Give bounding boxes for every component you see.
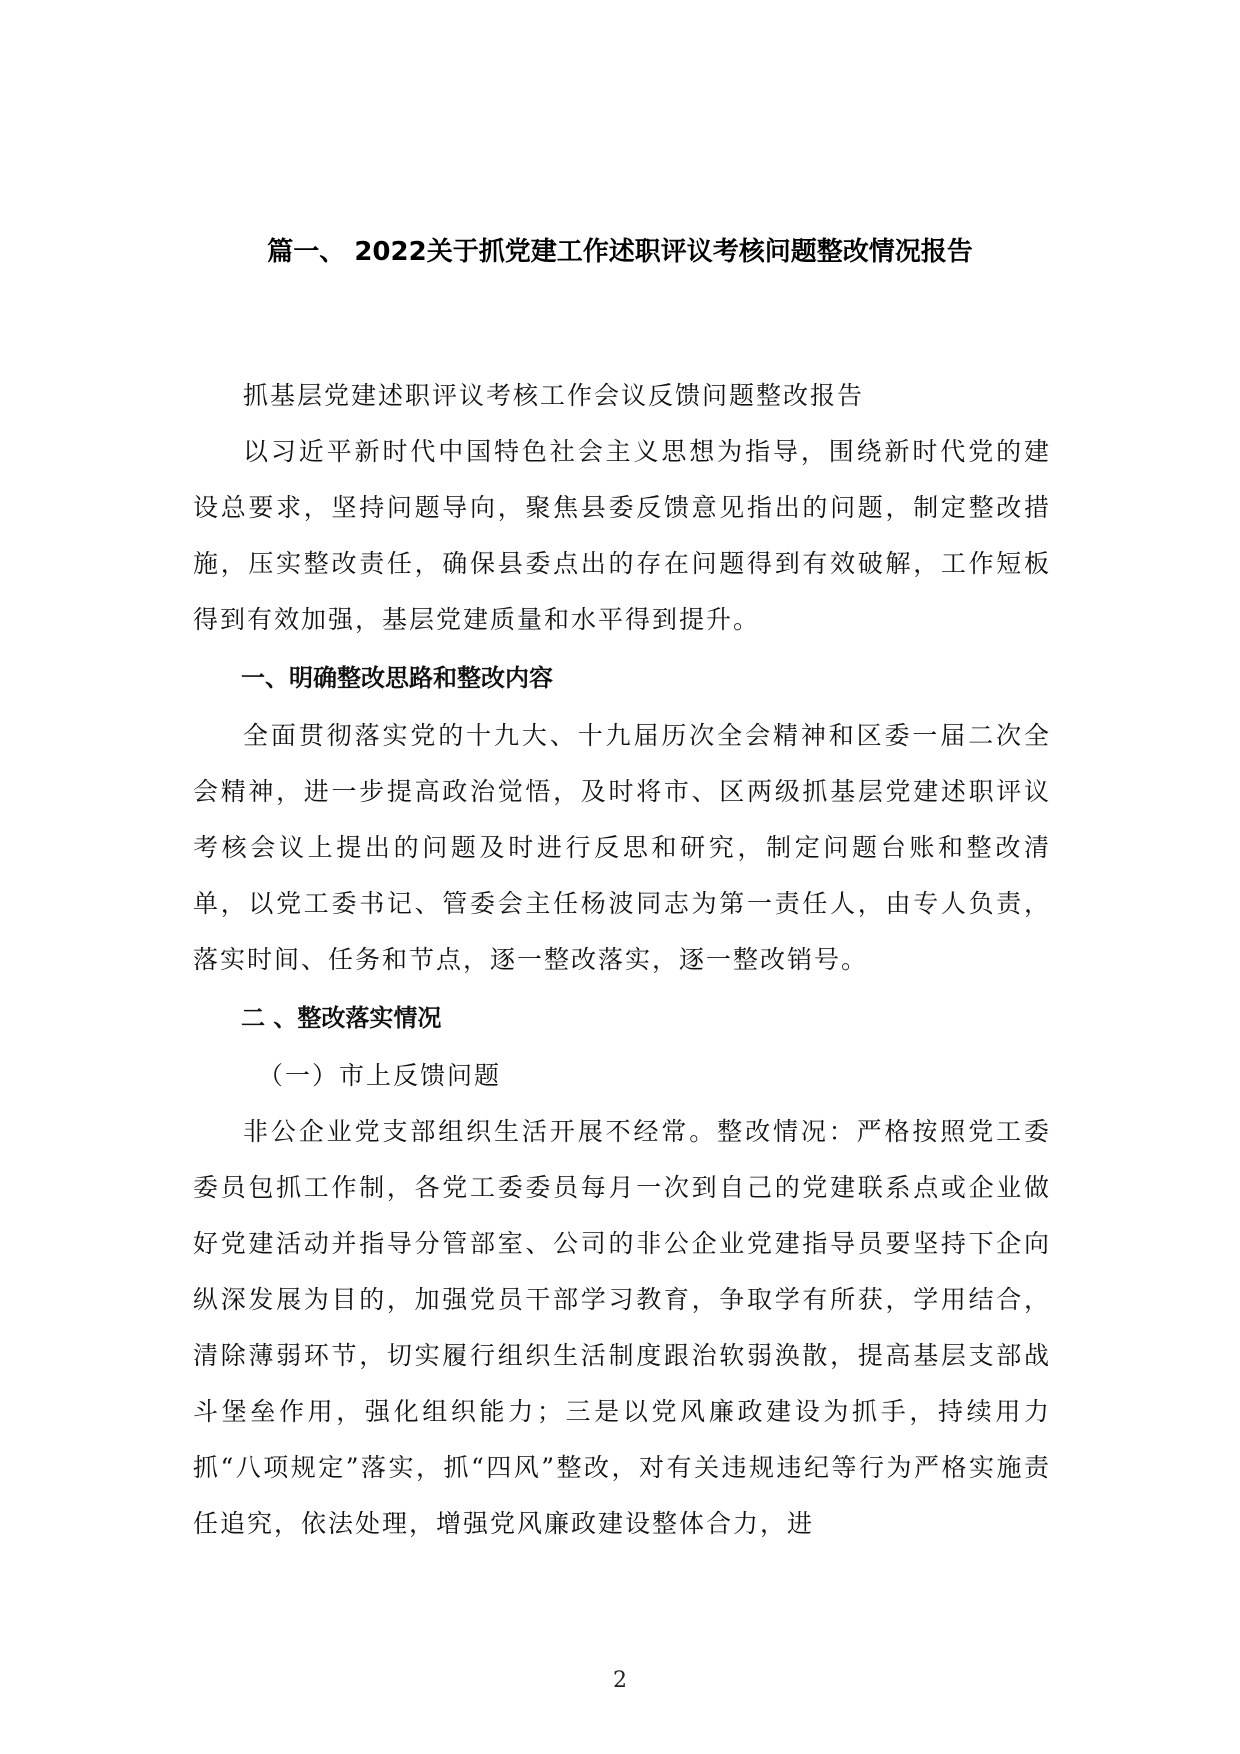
page-number: 2: [613, 1668, 627, 1693]
report-subtitle: 抓基层党建述职评议考核工作会议反馈问题整改报告: [243, 381, 865, 410]
intro-paragraph: 以习近平新时代中国特色社会主义思想为指导，围绕新时代党的建设总要求，坚持问题导向，聚焦县委反馈意见指出的问题，制定整改措施，压实整改责任，确保县委点出的存在问题得到有效破解，工作短板得到有效加强，基层党建质量和水平得到提升。: [193, 437, 1051, 634]
section-1-heading: 一、明确整改思路和整改内容: [241, 664, 553, 692]
section-2-heading: 二 、整改落实情况: [241, 1004, 442, 1032]
section-2-item-1-label: （一）市上反馈问题: [258, 1061, 502, 1090]
document-title: 篇一、 2022关于抓党建工作述职评议考核问题整改情况报告: [267, 237, 973, 267]
document-body: [193, 368, 1051, 1552]
section-2-item-1-paragraph: 非公企业党支部组织生活开展不经常。整改情况：严格按照党工委委员包抓工作制，各党工委委员每月一次到自己的党建联系点或企业做好党建活动并指导分管部室、公司的非公企业党建指导员要坚持下企向纵深发展为目的，加强党员干部学习教育，争取学有所获，学用结合，清除薄弱环节，切实履行组织生活制度跟治软弱涣散，提高基层支部战斗堡垒作用，强化组织能力；三是以党风廉政建设为抓手，持续用力抓“八项规定”落实，抓“四风”整改，对有关违规违纪等行为严格实施责任追究，依法处理，增强党风廉政建设整体合力，进: [193, 1117, 1051, 1538]
section-1-paragraph: 全面贯彻落实党的十九大、十九届历次全会精神和区委一届二次全会精神，进一步提高政治觉悟，及时将市、区两级抓基层党建述职评议考核会议上提出的问题及时进行反思和研究，制定问题台账和整改清单，以党工委书记、管委会主任杨波同志为第一责任人，由专人负责，落实时间、任务和节点，逐一整改落实，逐一整改销号。: [193, 721, 1051, 974]
